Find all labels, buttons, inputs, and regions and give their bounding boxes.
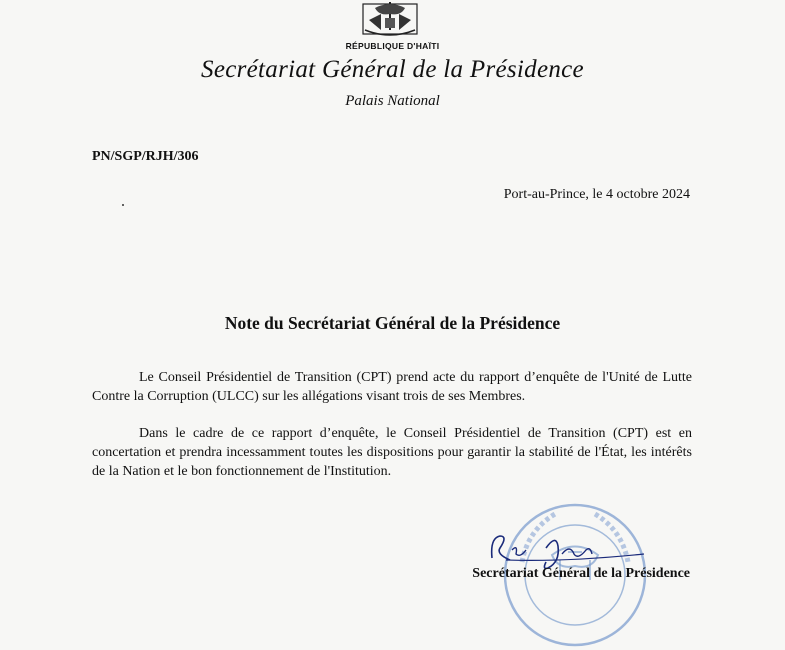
speck — [122, 204, 124, 206]
signatory: Secrétariat Général de la Présidence — [472, 566, 690, 581]
reference-number: PN/SGP/RJH/306 — [92, 149, 199, 164]
letterhead-office: Secrétariat Général de la Présidence — [201, 56, 584, 83]
place-and-date: Port-au-Prince, le 4 octobre 2024 — [503, 187, 690, 202]
paragraph-2: Dans le cadre de ce rapport d’enquête, le Conseil Présidentiel de Transition (CPT) est en concertation et prendra incessamment toutes les dispositions pour garantir la stabilité de l'État, les intérêts de la Nation et le bon fonctionnement de l'Institution. — [92, 426, 692, 479]
letterhead-location: Palais National — [345, 93, 440, 109]
paragraph-1: Le Conseil Présidentiel de Transition (CPT) prend acte du rapport d’enquête de l'Unité de Lutte Contre la Corruption (ULCC) sur les allégations visant trois de ses Membres. — [92, 370, 692, 404]
note-title: Note du Secrétariat Général de la Présidence — [224, 313, 561, 333]
republic-label: RÉPUBLIQUE D'HAÏTI — [345, 41, 440, 51]
coat-of-arms-icon — [345, 0, 435, 38]
